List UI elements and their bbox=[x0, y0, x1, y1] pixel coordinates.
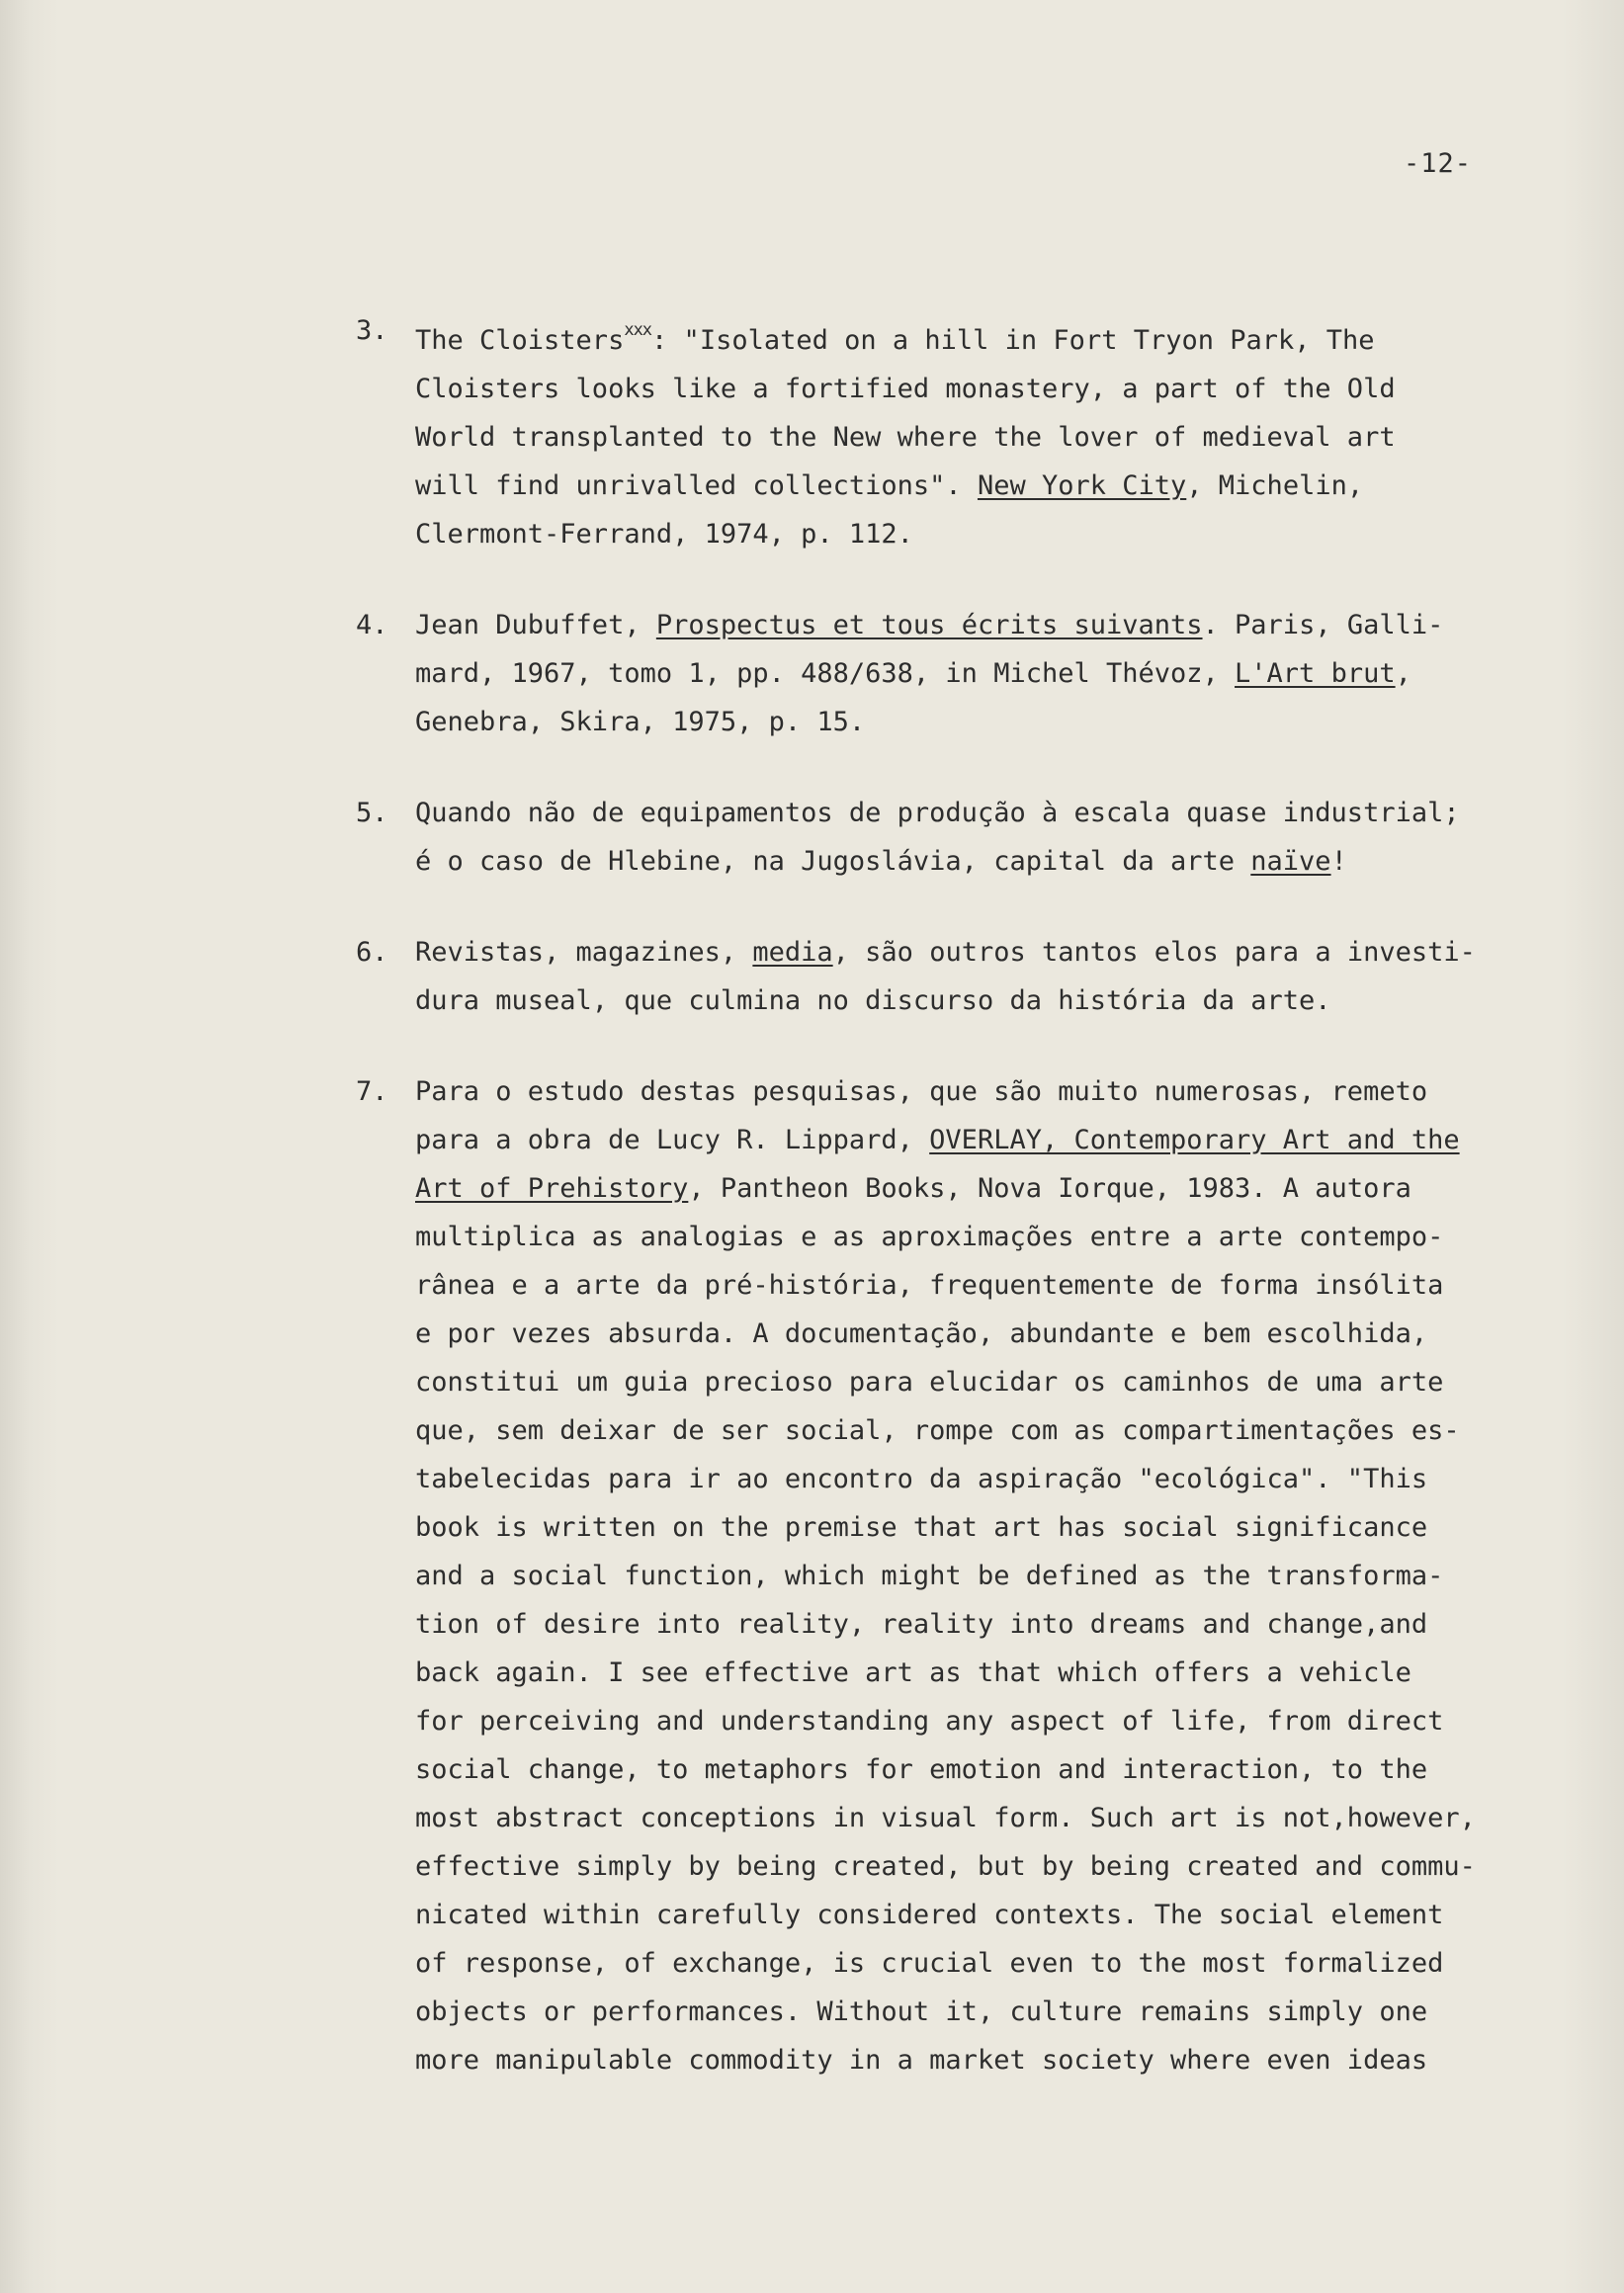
text-run: que, sem deixar de ser social, rompe com as compartimentações es- bbox=[415, 1415, 1460, 1446]
text-run: of response, of exchange, is crucial even to the most formalized bbox=[415, 1948, 1444, 1979]
text-run: , Pantheon Books, Nova Iorque, 1983. A autora bbox=[688, 1173, 1411, 1204]
text-run: , bbox=[1395, 658, 1411, 689]
endnote-line bbox=[415, 1697, 1512, 1745]
text-run: most abstract conceptions in visual form. Such art is not,however, bbox=[415, 1803, 1476, 1833]
endnote-line bbox=[415, 1939, 1512, 1988]
text-run: . Paris, Galli- bbox=[1202, 610, 1444, 640]
text-run: back again. I see effective art as that which offers a vehicle bbox=[415, 1657, 1411, 1688]
text-run: book is written on the premise that art has social significance bbox=[415, 1512, 1428, 1543]
text-run: é o caso de Hlebine, na Jugoslávia, capital da arte bbox=[415, 846, 1251, 877]
text-run: Clermont-Ferrand, 1974, p. 112. bbox=[415, 519, 913, 550]
text-run: tion of desire into reality, reality into dreams and change,and bbox=[415, 1609, 1428, 1640]
endnote-line bbox=[415, 1261, 1512, 1310]
endnote-number: 4. bbox=[356, 610, 388, 640]
text-run: Para o estudo destas pesquisas, que são muito numerosas, remeto bbox=[415, 1076, 1428, 1107]
text-run: Jean Dubuffet, bbox=[415, 610, 656, 640]
text-run: para a obra de Lucy R. Lippard, bbox=[415, 1125, 930, 1155]
text-run: , Michelin, bbox=[1186, 470, 1364, 501]
endnote-line bbox=[415, 1503, 1512, 1552]
endnote bbox=[356, 789, 1512, 886]
endnote bbox=[356, 306, 1512, 558]
endnote bbox=[356, 928, 1512, 1025]
endnote-line bbox=[415, 1552, 1512, 1600]
endnote-line bbox=[415, 365, 1512, 413]
endnote-number: 3. bbox=[356, 315, 388, 346]
underlined-title: media bbox=[752, 937, 833, 968]
text-run: constitui um guia precioso para elucidar os caminhos de uma arte bbox=[415, 1367, 1444, 1398]
endnote-line bbox=[415, 2036, 1512, 2084]
text-run: e por vezes absurda. A documentação, abundante e bem escolhida, bbox=[415, 1318, 1428, 1349]
text-run: World transplanted to the New where the lover of medieval art bbox=[415, 422, 1396, 453]
text-run: mard, 1967, tomo 1, pp. 488/638, in Michel Thévoz, bbox=[415, 658, 1236, 689]
text-run: nicated within carefully considered contexts. The social element bbox=[415, 1900, 1444, 1930]
endnote-number: 5. bbox=[356, 798, 388, 828]
underlined-title: New York City bbox=[977, 470, 1187, 501]
text-run: , são outros tantos elos para a investi- bbox=[832, 937, 1476, 968]
endnote bbox=[356, 601, 1512, 746]
endnote-number: 6. bbox=[356, 937, 388, 968]
text-run: : "Isolated on a hill in Fort Tryon Park, The bbox=[651, 325, 1375, 356]
endnote-line bbox=[415, 1649, 1512, 1697]
text-run: social change, to metaphors for emotion and interaction, to the bbox=[415, 1754, 1428, 1785]
text-run: ! bbox=[1330, 846, 1347, 877]
endnote-line bbox=[415, 649, 1512, 698]
text-run: effective simply by being created, but by being created and commu- bbox=[415, 1851, 1476, 1882]
endnote-line bbox=[415, 1406, 1512, 1455]
text-run: more manipulable commodity in a market society where even ideas bbox=[415, 2045, 1428, 2076]
endnote-line bbox=[415, 698, 1512, 746]
endnote-line bbox=[415, 1164, 1512, 1213]
endnote-number: 7. bbox=[356, 1076, 388, 1107]
text-run: tabelecidas para ir ao encontro da aspiração "ecológica". "This bbox=[415, 1464, 1428, 1494]
text-run: Cloisters looks like a fortified monastery, a part of the Old bbox=[415, 374, 1396, 404]
endnote-line bbox=[415, 789, 1512, 837]
page-number: -12- bbox=[1404, 148, 1473, 179]
endnote-line bbox=[415, 510, 1512, 558]
endnote-line bbox=[415, 601, 1512, 649]
endnote-line bbox=[415, 1842, 1512, 1891]
endnote-line bbox=[415, 1988, 1512, 2036]
endnote-line bbox=[415, 1600, 1512, 1649]
text-run: will find unrivalled collections". bbox=[415, 470, 978, 501]
text-run: dura museal, que culmina no discurso da história da arte. bbox=[415, 985, 1331, 1016]
endnote-line bbox=[415, 1745, 1512, 1794]
underlined-title: OVERLAY, Contemporary Art and the bbox=[929, 1125, 1460, 1155]
endnote-line bbox=[415, 1455, 1512, 1503]
text-run: for perceiving and understanding any aspect of life, from direct bbox=[415, 1706, 1444, 1737]
text-run: Quando não de equipamentos de produção à escala quase industrial; bbox=[415, 798, 1460, 828]
endnote-line bbox=[415, 1794, 1512, 1842]
endnote-line bbox=[415, 1067, 1512, 1116]
endnote-line bbox=[415, 977, 1512, 1025]
endnote-line bbox=[415, 1891, 1512, 1939]
endnote-line bbox=[415, 462, 1512, 510]
text-run: and a social function, which might be defined as the transforma- bbox=[415, 1561, 1444, 1591]
underlined-title: L'Art brut bbox=[1235, 658, 1396, 689]
text-run: Revistas, magazines, bbox=[415, 937, 753, 968]
underlined-title: naïve bbox=[1250, 846, 1331, 877]
text-run: multiplica as analogias e as aproximações entre a arte contempo- bbox=[415, 1222, 1444, 1252]
endnote-line bbox=[415, 1116, 1512, 1164]
underlined-title: Art of Prehistory bbox=[415, 1173, 689, 1204]
endnote-line bbox=[415, 1358, 1512, 1406]
endnote-line bbox=[415, 837, 1512, 886]
underlined-title: Prospectus et tous écrits suivants bbox=[655, 610, 1203, 640]
text-run: Genebra, Skira, 1975, p. 15. bbox=[415, 707, 866, 737]
endnote bbox=[356, 1067, 1512, 2084]
endnote-line bbox=[415, 1213, 1512, 1261]
endnote-line bbox=[415, 928, 1512, 977]
text-run: rânea e a arte da pré-história, frequentemente de forma insólita bbox=[415, 1270, 1444, 1301]
footnote-marker: xxx bbox=[624, 320, 652, 340]
text-run: objects or performances. Without it, culture remains simply one bbox=[415, 1996, 1428, 2027]
endnote-line bbox=[415, 413, 1512, 462]
endnotes-list bbox=[356, 306, 1512, 2127]
text-run: The Cloisters bbox=[415, 325, 625, 356]
endnote-line bbox=[415, 306, 1512, 365]
endnote-line bbox=[415, 1310, 1512, 1358]
